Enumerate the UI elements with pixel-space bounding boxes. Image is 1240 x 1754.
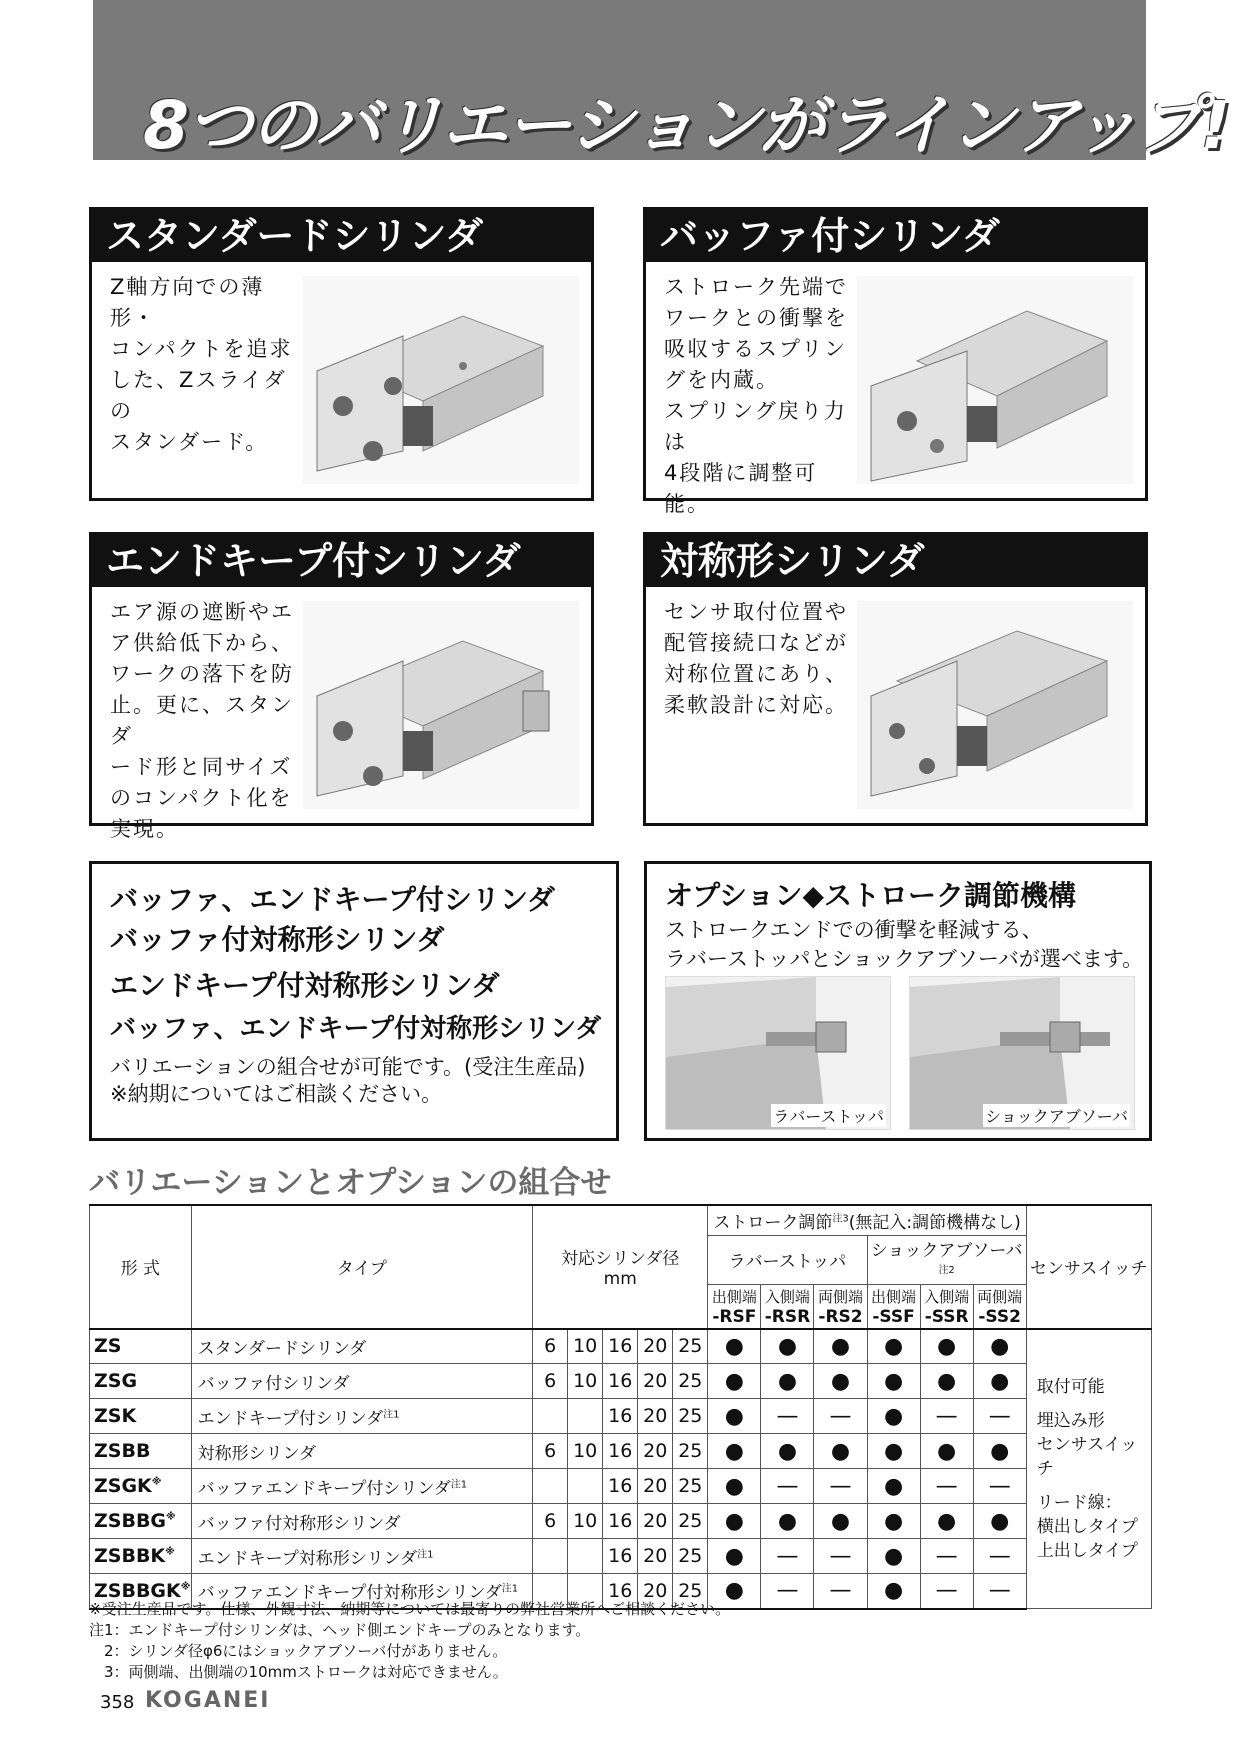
type-name: エンドキープ付シリンダ	[197, 1408, 384, 1429]
option-availability-cell: ●	[761, 1504, 814, 1539]
model-code: ZSBBG	[94, 1510, 167, 1533]
option-availability-cell: ●	[814, 1364, 867, 1399]
model-mark: ※	[180, 1581, 191, 1593]
option-availability-cell: ●	[708, 1574, 761, 1609]
bore-cell: 16	[603, 1434, 638, 1469]
bore-label: 対応シリンダ径	[561, 1249, 680, 1270]
bore-cell: 25	[673, 1539, 708, 1574]
bore-cell: 16	[603, 1574, 638, 1609]
option-availability-cell: ●	[973, 1504, 1026, 1539]
card-title: 対称形シリンダ	[646, 535, 1145, 587]
option-availability-cell: —	[761, 1469, 814, 1504]
model-cell	[90, 1539, 192, 1574]
bore-cell: 20	[638, 1504, 673, 1539]
bore-cell: 25	[673, 1399, 708, 1434]
sensor-line: 埋込み形	[1036, 1410, 1105, 1431]
bore-cell: 10	[568, 1364, 603, 1399]
type-name: バッファ付対称形シリンダ	[197, 1513, 401, 1534]
product-photo	[857, 276, 1133, 484]
col-code: -RS2	[818, 1306, 863, 1327]
bore-cell: 16	[603, 1469, 638, 1504]
col-header-rsf	[708, 1285, 761, 1329]
option-availability-cell: —	[973, 1399, 1026, 1434]
card-description: エア源の遮断やエ ア供給低下から、 ワークの落下を防 止。更に、スタンダ ード形と同サイズ のコンパクト化を 実現。	[110, 600, 294, 841]
header-model: 形 式	[90, 1205, 192, 1329]
option-availability-cell: —	[761, 1574, 814, 1609]
col-position: 入側端	[764, 1287, 810, 1306]
bore-cell: 25	[673, 1469, 708, 1504]
option-availability-cell: —	[814, 1574, 867, 1609]
model-mark: ※	[166, 1511, 176, 1523]
bore-cell	[533, 1539, 568, 1574]
option-availability-cell: ●	[708, 1329, 761, 1364]
type-name: バッファエンドキープ付対称形シリンダ	[197, 1583, 502, 1604]
option-title: オプション◆ストローク調節機構	[665, 879, 1077, 912]
sensor-line: リード線：	[1036, 1492, 1122, 1513]
type-name: バッファエンドキープ付シリンダ	[197, 1478, 451, 1499]
option-availability-cell: ●	[867, 1574, 920, 1609]
bore-cell: 6	[533, 1434, 568, 1469]
sensor-line: センサスイッチ	[1036, 1434, 1138, 1479]
col-code: -SSR	[924, 1306, 969, 1327]
bore-cell: 20	[638, 1539, 673, 1574]
model-cell	[90, 1364, 192, 1399]
option-availability-cell: ●	[708, 1434, 761, 1469]
bore-cell: 16	[603, 1504, 638, 1539]
table-row	[90, 1364, 1152, 1399]
option-availability-cell: ●	[708, 1539, 761, 1574]
option-description: ストロークエンドでの衝撃を軽減する、 ラバーストッパとショックアブソーバが選べます。	[665, 918, 1144, 971]
option-availability-cell: —	[920, 1469, 973, 1504]
option-availability-cell: ●	[973, 1329, 1026, 1364]
combo-line-4: バッファ、エンドキープ付対称形シリンダ	[110, 1014, 602, 1044]
model-cell	[90, 1329, 192, 1364]
bore-cell	[568, 1469, 603, 1504]
option-availability-cell: ●	[973, 1364, 1026, 1399]
combo-line-3: エンドキープ付対称形シリンダ	[110, 969, 500, 1002]
bore-cell: 20	[638, 1399, 673, 1434]
header-stroke-adjust	[708, 1205, 1026, 1235]
bore-cell: 10	[568, 1504, 603, 1539]
card-description: ストローク先端で ワークとの衝撃を 吸収するスプリン グを内蔵。 スプリング戻り力は 4段階に調整可能。	[664, 275, 848, 516]
col-header-ssf	[867, 1285, 920, 1329]
table-row	[90, 1434, 1152, 1469]
bore-cell: 25	[673, 1574, 708, 1609]
title-banner	[93, 0, 1229, 164]
model-cell	[90, 1469, 192, 1504]
section-title: バリエーションとオプションの組合せ	[89, 1165, 612, 1201]
card-endkeep-cylinder	[89, 532, 594, 841]
model-code: ZSBBGK	[94, 1579, 181, 1602]
model-code: ZSBB	[94, 1440, 151, 1463]
product-photo	[303, 601, 579, 809]
bore-cell: 16	[603, 1329, 638, 1364]
option-availability-cell: —	[814, 1539, 867, 1574]
bore-cell: 20	[638, 1434, 673, 1469]
option-availability-cell: ●	[867, 1539, 920, 1574]
option-availability-cell: ●	[708, 1364, 761, 1399]
option-availability-cell: ●	[920, 1434, 973, 1469]
card-description: Z軸方向での薄形・ コンパクトを追求 した、Zスライダの スタンダード。	[110, 275, 293, 454]
option-availability-cell: ●	[867, 1399, 920, 1434]
col-header-rsr	[761, 1285, 814, 1329]
bore-cell: 10	[568, 1329, 603, 1364]
option-availability-cell: —	[761, 1399, 814, 1434]
col-header-rs2	[814, 1285, 867, 1329]
bore-cell: 16	[603, 1539, 638, 1574]
page-title: 8つのバリエーションがラインアップ!	[143, 87, 1229, 164]
stroke-note: (無記入:調節機構なし)	[848, 1212, 1021, 1233]
brand-logo: KOGANEI	[145, 1688, 271, 1713]
bore-cell: 25	[673, 1434, 708, 1469]
col-position: 出側端	[711, 1287, 757, 1306]
sensor-line: 横出しタイプ	[1036, 1516, 1138, 1537]
model-code: ZSBBK	[94, 1545, 166, 1568]
col-position: 両側端	[977, 1287, 1023, 1306]
header-sensor: センサスイッチ	[1026, 1205, 1151, 1329]
option-availability-cell: ●	[814, 1434, 867, 1469]
type-name: エンドキープ対称形シリンダ	[197, 1548, 418, 1569]
type-name: バッファ付シリンダ	[197, 1373, 350, 1394]
option-availability-cell: ●	[920, 1329, 973, 1364]
option-availability-cell: ●	[867, 1329, 920, 1364]
bore-cell	[568, 1399, 603, 1434]
bore-cell: 25	[673, 1329, 708, 1364]
option-availability-cell: —	[973, 1539, 1026, 1574]
shock-label: ショックアブソーバ	[870, 1240, 1023, 1261]
card-title: バッファ付シリンダ	[646, 210, 1145, 262]
option-availability-cell: —	[814, 1399, 867, 1434]
col-header-ssr	[920, 1285, 973, 1329]
combo-line-2: バッファ付対称形シリンダ	[110, 923, 445, 956]
option-availability-cell: ●	[920, 1364, 973, 1399]
combination-variations-box	[89, 861, 619, 1141]
stroke-sup: 注3	[832, 1213, 849, 1225]
rubber-stopper-photo	[665, 976, 891, 1130]
col-code: -SS2	[978, 1306, 1021, 1327]
bore-cell: 6	[533, 1504, 568, 1539]
type-cell	[191, 1504, 532, 1539]
type-note: 注1	[417, 1549, 434, 1560]
type-cell	[191, 1434, 532, 1469]
option-availability-cell: ●	[867, 1364, 920, 1399]
option-availability-cell: ●	[708, 1469, 761, 1504]
option-availability-cell: ●	[708, 1504, 761, 1539]
option-availability-cell: ●	[867, 1434, 920, 1469]
option-availability-cell: —	[814, 1469, 867, 1504]
model-code: ZSGK	[94, 1475, 152, 1498]
type-cell	[191, 1399, 532, 1434]
option-availability-cell: ●	[761, 1364, 814, 1399]
option-availability-cell: ●	[814, 1504, 867, 1539]
card-title: エンドキープ付シリンダ	[92, 535, 591, 587]
bore-cell	[568, 1539, 603, 1574]
bore-cell: 20	[638, 1574, 673, 1609]
option-availability-cell: ●	[761, 1434, 814, 1469]
option-availability-cell: ●	[708, 1399, 761, 1434]
stroke-label: ストローク調節	[713, 1212, 833, 1233]
model-cell	[90, 1504, 192, 1539]
option-availability-cell: —	[761, 1539, 814, 1574]
option-availability-cell: ●	[867, 1504, 920, 1539]
table-row	[90, 1329, 1152, 1364]
card-buffer-cylinder	[643, 207, 1148, 516]
model-code: ZSG	[94, 1370, 138, 1393]
model-cell	[90, 1434, 192, 1469]
shock-sup: 注2	[938, 1264, 955, 1276]
bore-cell	[533, 1399, 568, 1434]
col-position: 両側端	[817, 1287, 863, 1306]
option-availability-cell: —	[920, 1539, 973, 1574]
card-symmetric-cylinder	[643, 532, 1148, 826]
card-title: スタンダードシリンダ	[92, 210, 591, 262]
type-cell	[191, 1539, 532, 1574]
option-availability-cell: ●	[761, 1329, 814, 1364]
bore-cell: 20	[638, 1469, 673, 1504]
option-availability-cell: ●	[920, 1504, 973, 1539]
model-mark: ※	[165, 1546, 175, 1558]
col-code: -RSF	[712, 1306, 757, 1327]
type-cell	[191, 1364, 532, 1399]
combo-line-1: バッファ、エンドキープ付シリンダ	[110, 883, 555, 916]
model-code: ZS	[94, 1335, 122, 1358]
card-standard-cylinder	[89, 207, 594, 501]
photo-caption: ショックアブソーバ	[983, 1104, 1130, 1127]
type-cell	[191, 1469, 532, 1504]
photo-caption: ラバーストッパ	[771, 1104, 886, 1127]
footnotes: ※受注生産品です。仕様、外観寸法、納期等については最寄りの弊社営業所へご相談ください。 注1：エンドキープ付シリンダは、ヘッド側エンドキープのみとなります。 2：シリンダ径φ6にはショックアブソーバ付がありません。 3：両側端、出側端の10mmストロークは対応できません。	[89, 1600, 731, 1681]
type-name: スタンダードシリンダ	[197, 1338, 367, 1359]
col-header-ss2	[973, 1285, 1026, 1329]
option-availability-cell: ●	[867, 1469, 920, 1504]
variation-option-table	[89, 1204, 1152, 1610]
product-photo	[857, 601, 1133, 809]
type-note: 注1	[501, 1583, 519, 1595]
option-availability-cell: —	[920, 1574, 973, 1609]
model-mark: ※	[151, 1476, 162, 1488]
model-code: ZSK	[94, 1405, 137, 1428]
option-availability-cell: ●	[814, 1329, 867, 1364]
bore-unit: mm	[603, 1269, 637, 1290]
bore-cell: 16	[603, 1399, 638, 1434]
bore-cell: 20	[638, 1329, 673, 1364]
table-row	[90, 1469, 1152, 1504]
table-row	[90, 1399, 1152, 1434]
col-code: -SSF	[872, 1306, 915, 1327]
option-availability-cell: —	[973, 1574, 1026, 1609]
page-number: 358	[100, 1692, 135, 1713]
model-cell	[90, 1399, 192, 1434]
type-cell	[191, 1329, 532, 1364]
bore-cell: 20	[638, 1364, 673, 1399]
header-shock-absorber	[867, 1235, 1026, 1285]
bore-cell	[533, 1469, 568, 1504]
card-description: センサ取付位置や 配管接続口などが 対称位置にあり、 柔軟設計に対応。	[664, 600, 848, 717]
bore-cell: 25	[673, 1504, 708, 1539]
bore-cell: 10	[568, 1434, 603, 1469]
type-name: 対称形シリンダ	[197, 1443, 316, 1464]
product-photo	[303, 276, 579, 484]
col-position: 入側端	[924, 1287, 970, 1306]
col-code: -RSR	[764, 1306, 811, 1327]
table-row	[90, 1504, 1152, 1539]
option-availability-cell: —	[920, 1399, 973, 1434]
col-position: 出側端	[871, 1287, 917, 1306]
bore-cell: 6	[533, 1364, 568, 1399]
option-availability-cell: ●	[973, 1434, 1026, 1469]
header-type: タイプ	[191, 1205, 532, 1329]
header-rubber-stopper: ラバーストッパ	[708, 1235, 867, 1285]
bore-cell: 25	[673, 1364, 708, 1399]
header-bore	[533, 1205, 708, 1329]
sensor-switch-cell	[1026, 1329, 1151, 1609]
shock-absorber-photo	[909, 976, 1135, 1130]
bore-cell: 6	[533, 1329, 568, 1364]
type-note: 注1	[383, 1409, 400, 1420]
option-availability-cell: —	[973, 1469, 1026, 1504]
stroke-adjust-option-box	[644, 861, 1152, 1141]
bore-cell: 16	[603, 1364, 638, 1399]
sensor-line: 上出しタイプ	[1036, 1540, 1138, 1561]
combo-note: バリエーションの組合せが可能です。(受注生産品) ※納期についてはご相談ください。	[110, 1055, 586, 1106]
type-note: 注1	[450, 1479, 468, 1490]
table-row	[90, 1539, 1152, 1574]
sensor-line: 取付可能	[1036, 1376, 1105, 1397]
